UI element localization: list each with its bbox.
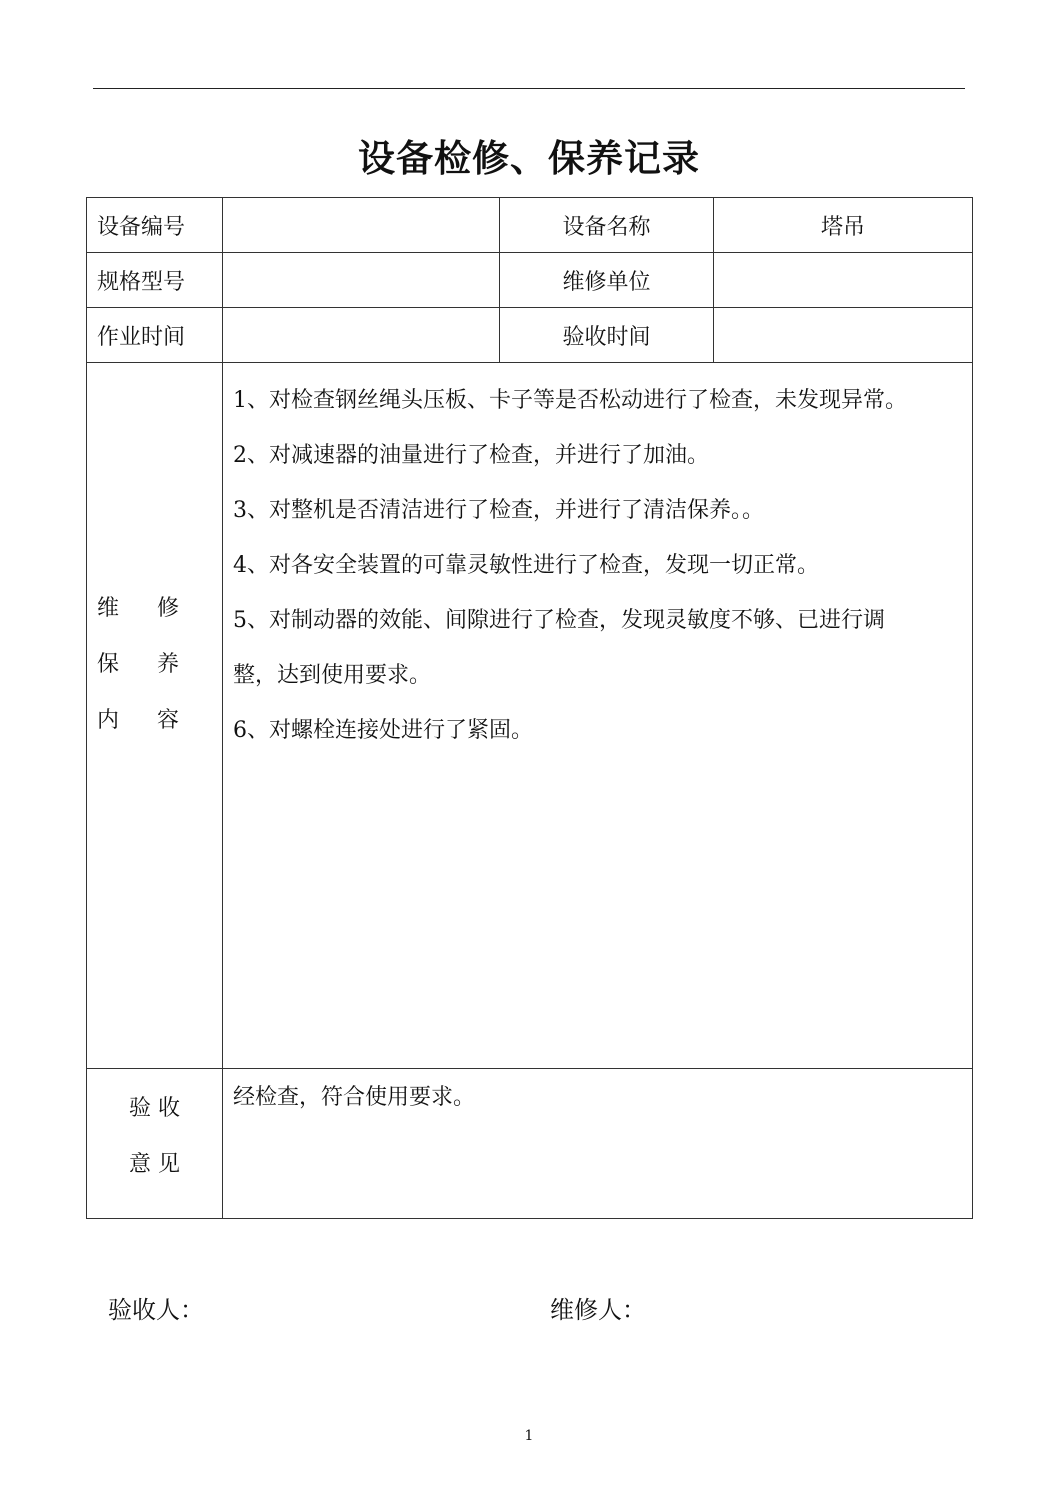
label-line: 意 见 [129, 1152, 180, 1177]
maintenance-content-label [87, 363, 223, 1069]
acceptance-opinion-label [87, 1069, 223, 1219]
table-row [87, 198, 973, 253]
content-line: 3、对整机是否清洁进行了检查，并进行了清洁保养。。 [233, 498, 764, 523]
equipment-number-value [223, 198, 500, 253]
work-time-value [223, 308, 500, 363]
acceptance-time-value [714, 308, 973, 363]
acceptor-signature-label: 验收人： [108, 1296, 204, 1324]
content-line: 5、对制动器的效能、间隙进行了检查，发现灵敏度不够、已进行调 [233, 608, 885, 633]
label-char: 容 [157, 708, 180, 733]
equipment-name-value: 塔吊 [714, 198, 973, 253]
repair-unit-label: 维修单位 [500, 253, 714, 308]
repair-unit-value [714, 253, 973, 308]
label-line: 验 收 [129, 1096, 180, 1121]
maintenance-record-table [86, 197, 973, 1219]
work-time-label: 作业时间 [87, 308, 223, 363]
repairer-signature-label: 维修人： [550, 1296, 646, 1324]
content-line: 6、对螺栓连接处进行了紧固。 [233, 718, 533, 743]
table-row [87, 363, 973, 1069]
page-title: 设备检修、保养记录 [358, 137, 700, 180]
label-char: 维 [97, 596, 120, 621]
label-char: 内 [97, 708, 120, 733]
page-number: 1 [524, 1428, 534, 1444]
model-spec-value [223, 253, 500, 308]
label-char: 保 [97, 652, 120, 677]
equipment-number-label: 设备编号 [87, 198, 223, 253]
maintenance-content [223, 363, 973, 1069]
table-row [87, 308, 973, 363]
model-spec-label: 规格型号 [87, 253, 223, 308]
acceptance-opinion-text: 经检查，符合使用要求。 [223, 1069, 973, 1219]
acceptance-time-label: 验收时间 [500, 308, 714, 363]
content-line: 4、对各安全装置的可靠灵敏性进行了检查，发现一切正常。 [233, 553, 819, 578]
content-line: 2、对减速器的油量进行了检查，并进行了加油。 [233, 443, 709, 468]
table-row [87, 1069, 973, 1219]
content-line: 整，达到使用要求。 [233, 663, 432, 688]
table-row [87, 253, 973, 308]
equipment-name-label: 设备名称 [500, 198, 714, 253]
header-rule [93, 88, 965, 89]
label-char: 养 [157, 652, 180, 677]
content-line: 1、对检查钢丝绳头压板、卡子等是否松动进行了检查，未发现异常。 [233, 388, 907, 413]
label-char: 修 [157, 596, 180, 621]
